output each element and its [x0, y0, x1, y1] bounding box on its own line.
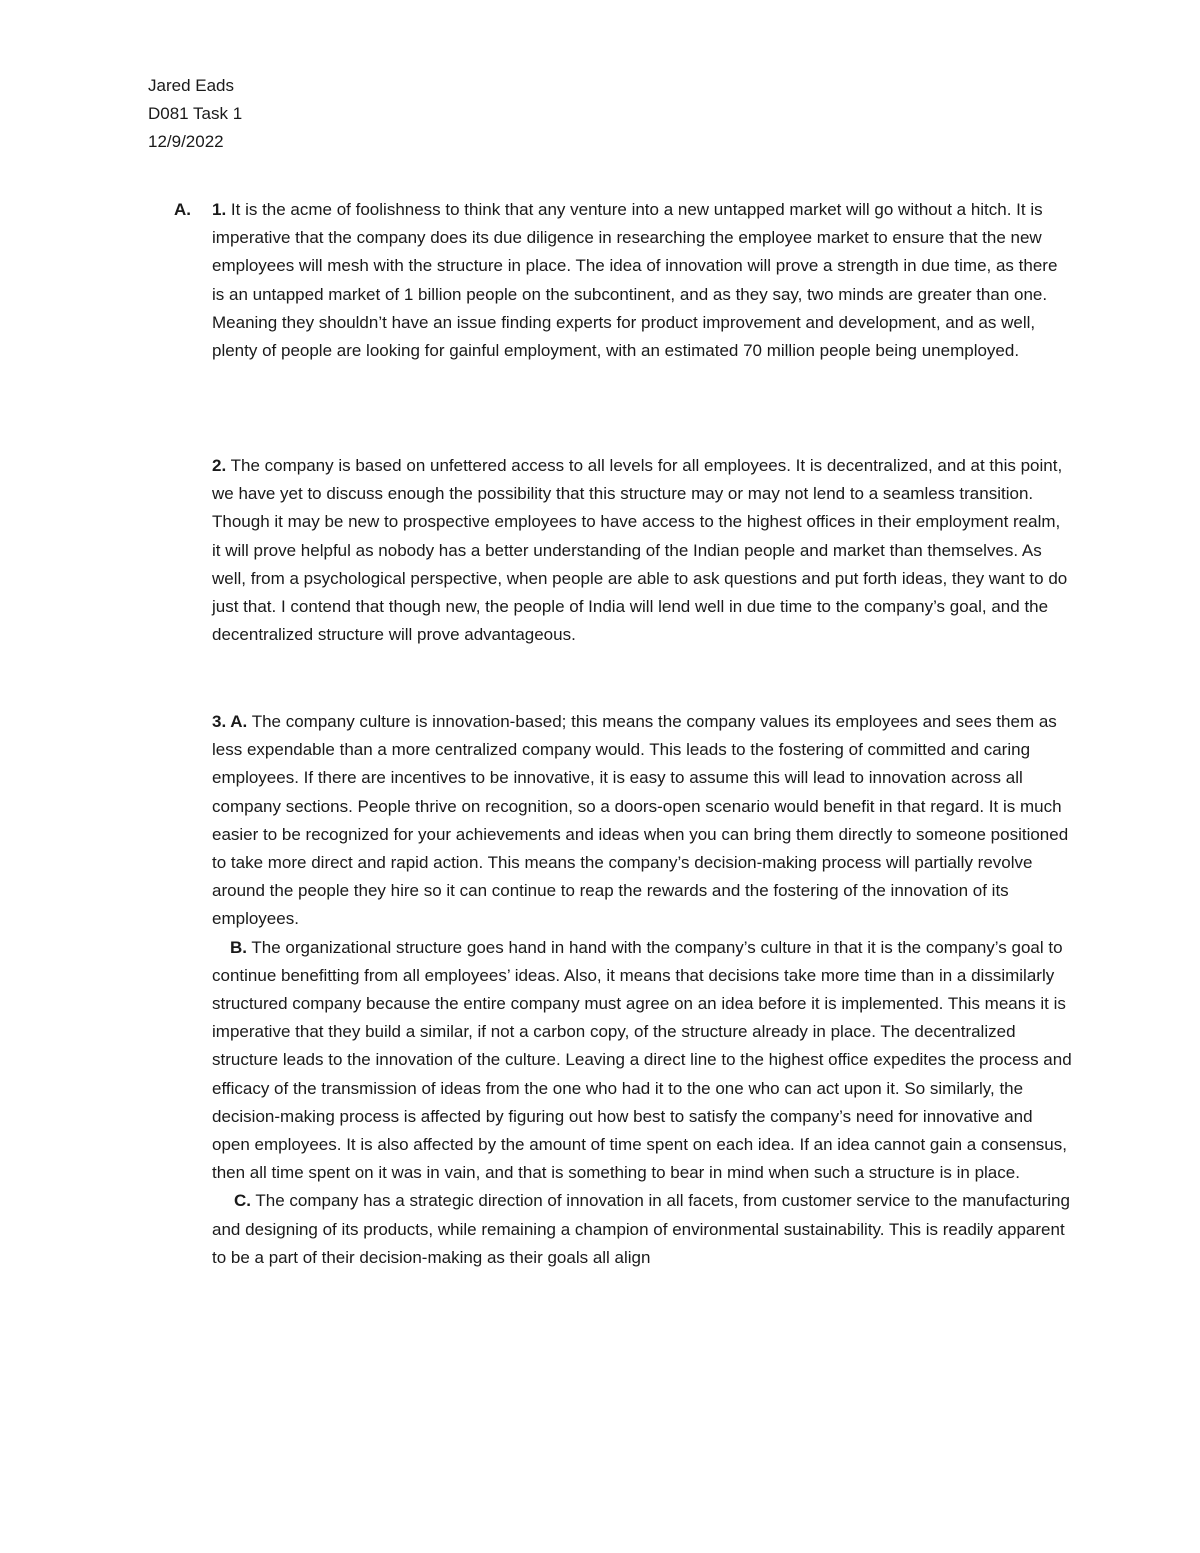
course-task: D081 Task 1	[148, 104, 243, 123]
item-2-number: 2.	[212, 456, 227, 475]
item-2-text: The company is based on unfettered access to all levels for all employees. It is decentralized, and at this point, we have yet to discuss enough the possibility that this structure may or may not lend to a seamless transition. Though it may be new to prospective employees to have access to the highest offices in their employment realm, it will prove helpful as nobody has a better understanding of the Indian people and market than themselves. As well, from a psychological perspective, when people are able to ask questions and put forth ideas, they want to do just that. I contend that though new, the people of India will lend well in due time to the company’s goal, and the decentralized structure will prove advantageous.	[212, 456, 1068, 645]
document-date: 12/9/2022	[148, 132, 224, 151]
item-3c-text: The company has a strategic direction of innovation in all facets, from customer service to the manufacturing and designing of its products, while remaining a champion of environmental sustainability. This is readily apparent to be a part of their decision-making as their goals all align	[212, 1191, 1070, 1267]
section-a-label: A.	[174, 200, 191, 219]
item-3a-number: 3. A.	[212, 712, 248, 731]
item-3b-label: B.	[230, 937, 247, 957]
author-name: Jared Eads	[148, 76, 234, 95]
item-1-number: 1.	[212, 200, 227, 219]
item-3b-text: The organizational structure goes hand in hand with the company’s culture in that it is the company’s goal to continue benefitting from all employees’ ideas. Also, it means that decisions take more time than in a dissimilarly structured company because the entire company must agree on an idea before it is implemented. This means it is imperative that they build a similar, if not a carbon copy, of the structure already in place. The decentralized structure leads to the innovation of the culture. Leaving a direct line to the highest office expedites the process and efficacy of the transmission of ideas from the one who had it to the one who can act upon it. So similarly, the decision-making process is affected by figuring out how best to satisfy the company’s need for innovative and open employees. It is also affected by the amount of time spent on each idea. If an idea cannot gain a consensus, then all time spent on it was in vain, and that is something to bear in mind when such a structure is in place.	[212, 937, 1072, 1183]
paragraph-1	[212, 196, 1072, 365]
item-3a-text: The company culture is innovation-based; this means the company values its employees and sees them as less expendable than a more centralized company would. This leads to the fostering of committed and caring employees. If there are incentives to be innovative, it is easy to assume this will lead to innovation across all company sections. People thrive on recognition, so a doors-open scenario would benefit in that regard. It is much easier to be recognized for your achievements and ideas when you can bring them directly to someone positioned to take more direct and rapid action. This means the company’s decision-making process will partially revolve around the people they hire so it can continue to reap the rewards and the fostering of the innovation of its employees.	[212, 712, 1069, 929]
item-1-text: It is the acme of foolishness to think that any venture into a new untapped market will go without a hitch. It is imperative that the company does its due diligence in researching the employee market to ensure that the new employees will mesh with the structure in place. The idea of innovation will prove a strength in due time, as there is an untapped market of 1 billion people on the subcontinent, and as they say, two minds are greater than one. Meaning they shouldn’t have an issue finding experts for product improvement and development, and as well, plenty of people are looking for gainful employment, with an estimated 70 million people being unemployed.	[212, 200, 1058, 361]
document-header	[148, 72, 242, 156]
paragraph-2	[212, 452, 1072, 649]
paragraph-3	[212, 708, 1072, 1272]
item-3c-label: C.	[234, 1191, 251, 1211]
